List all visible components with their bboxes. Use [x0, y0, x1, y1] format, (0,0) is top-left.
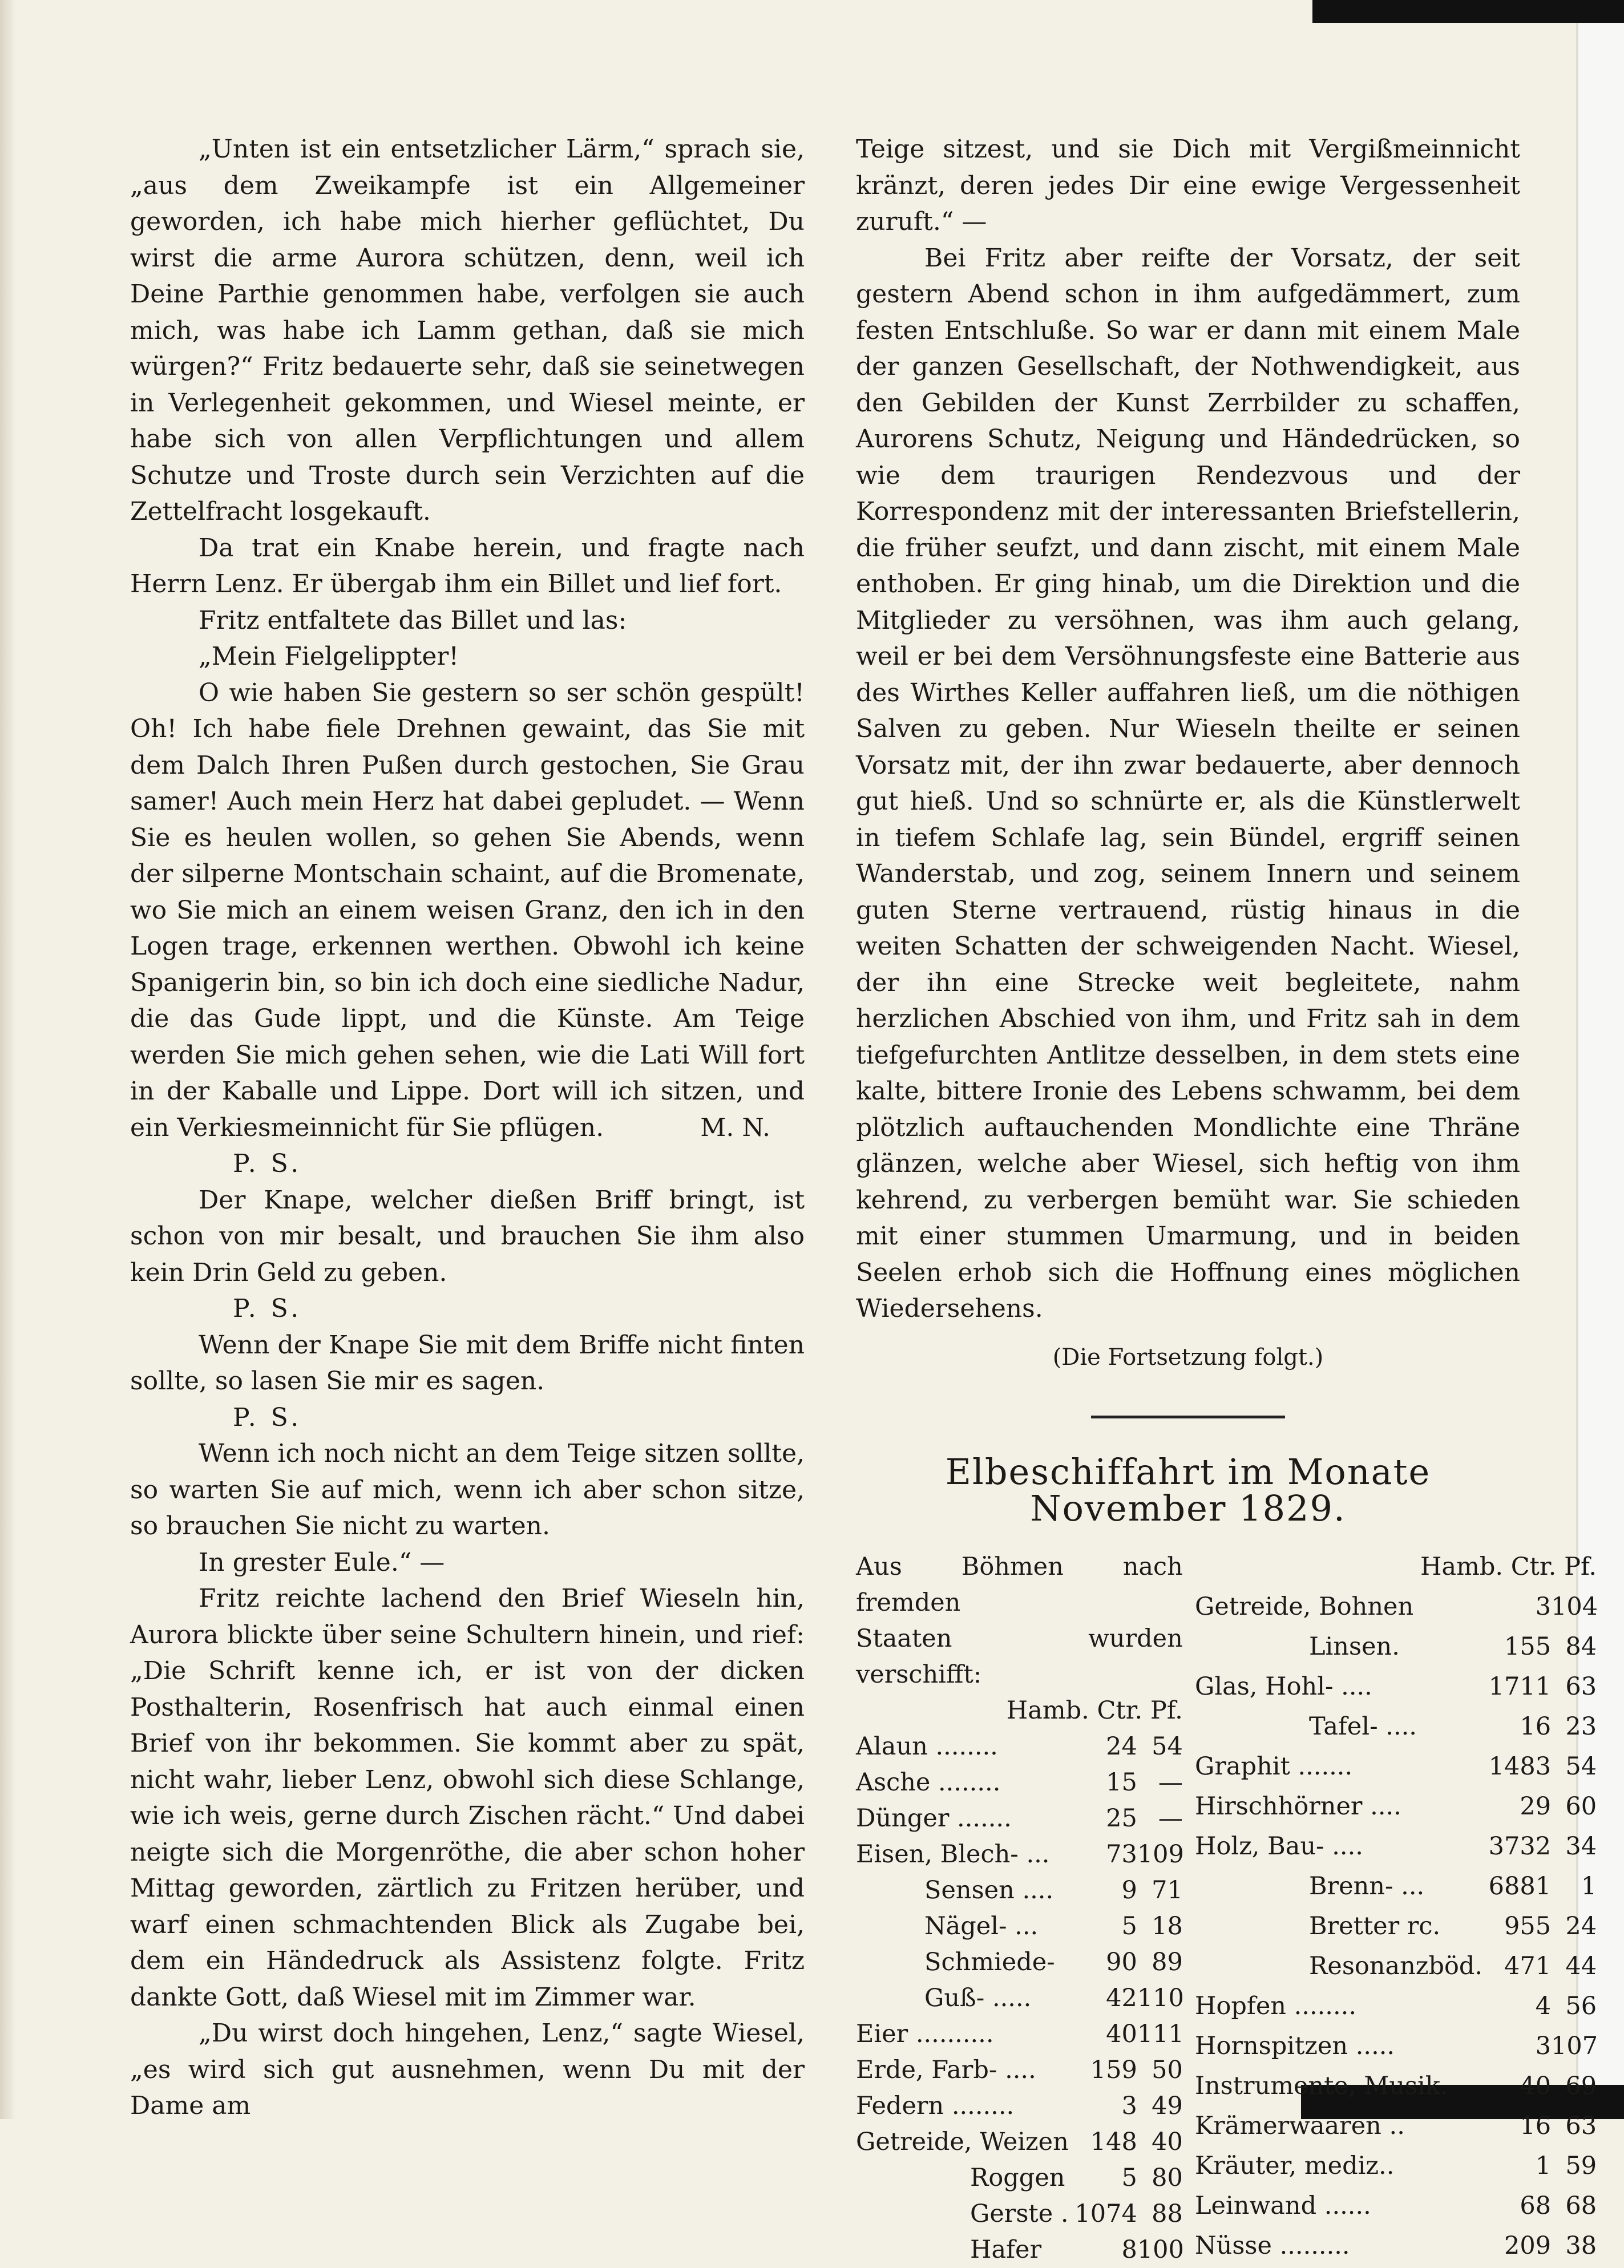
table-cell-commodity: Eisen, Blech- ...	[856, 1840, 1050, 1869]
table-cell-centner: 1	[1535, 2152, 1552, 2180]
table-cell-centner: 4	[1535, 1992, 1552, 2020]
table-cell-pound: 34	[1565, 1832, 1597, 1861]
table-title: Elbeschiffahrt im Monate November 1829.	[945, 1451, 1431, 1529]
table-cell-commodity: Eier ..........	[856, 2020, 994, 2048]
table-cell-pound: 63	[1565, 1672, 1597, 1701]
table-cell-pound: 1	[1581, 1872, 1597, 1901]
paragraph: „Unten ist ein entsetzlicher Lärm,“ sprach sie, „aus dem Zweikampfe ist ein Allgemeiner geworden, ich habe mich hierher geflüchtet, Du wirst die arme Aurora schützen, denn, weil ich Deine Parthie genommen habe, verfolgen sie auch mich, was habe ich Lamm gethan, daß sie mich würgen?“ Fritz bedauerte sehr, daß sie seinetwegen in Verlegenheit gekommen, und Wiesel meinte, er habe sich von allen Verpflichtungen und allem Schutze und Troste durch sein Verzichten auf die Zettelfracht losgekauft.	[130, 135, 805, 526]
table-cell-commodity: Glas, Hohl- ....	[1195, 1672, 1372, 1701]
table-cell-pound: 100	[1137, 2235, 1184, 2264]
table-cell-pound: 24	[1565, 1912, 1597, 1940]
table-cell-centner: 209	[1504, 2231, 1552, 2260]
table-left-half	[856, 1549, 1184, 2268]
table-cell-pound: 89	[1152, 1948, 1183, 1976]
table-cell-centner: 90	[1106, 1948, 1137, 1976]
table-cell-commodity: Dünger .......	[856, 1804, 1012, 1833]
table-cell-pound: 104	[1551, 1592, 1598, 1621]
section-divider	[1091, 1416, 1285, 1418]
table-cell-centner: 955	[1504, 1912, 1552, 1940]
letter-signature: M. N.	[700, 1113, 770, 1142]
table-cell-centner: 1074	[1074, 2200, 1137, 2228]
table-cell-centner: 6881	[1488, 1872, 1552, 1901]
table-units-header: Hamb. Ctr. Pf.	[1006, 1696, 1183, 1725]
table-cell-commodity: Getreide, Weizen	[856, 2128, 1069, 2156]
table-cell-centner: 42	[1106, 1984, 1137, 2012]
table-cell-commodity: Erde, Farb- ....	[856, 2056, 1036, 2084]
table-cell-centner: 155	[1504, 1632, 1552, 1661]
table-cell-pound: 38	[1565, 2231, 1597, 2260]
letter-salutation: „Mein Fielgelippter!	[199, 642, 459, 671]
table-cell-pound: 40	[1152, 2128, 1183, 2156]
postscript-label: P. S.	[233, 1294, 302, 1323]
table-cell-pound: 109	[1137, 1840, 1184, 1869]
table-cell-commodity: Kräuter, mediz..	[1195, 2152, 1395, 2180]
postscript-text: Wenn der Knape Sie mit dem Briffe nicht finten sollte, so lasen Sie mir es sagen.	[130, 1330, 805, 1396]
table-cell-commodity: Gerste .	[970, 2200, 1069, 2228]
right-column	[856, 131, 1598, 2268]
postscript-text: Wenn ich noch nicht an dem Teige sitzen sollte, so warten Sie auf mich, wenn ich aber schon sitze, so brauchen Sie nicht zu warten.	[130, 1439, 805, 1541]
postscript-label: P. S.	[233, 1402, 302, 1432]
table-cell-pound: 69	[1565, 2072, 1597, 2100]
paragraph: Fritz entfaltete das Billet und las:	[199, 605, 627, 635]
table-cell-commodity: Krämerwaaren ..	[1195, 2112, 1405, 2140]
table-cell-commodity: Sensen ....	[924, 1876, 1054, 1905]
table-cell-commodity: Getreide, Bohnen	[1195, 1592, 1414, 1621]
table-cell-commodity: Holz, Bau- ....	[1195, 1832, 1363, 1861]
table-cell-centner: 25	[1106, 1804, 1137, 1833]
letter-body	[130, 675, 805, 1146]
book-gutter	[0, 0, 16, 2119]
table-cell-centner: 15	[1106, 1768, 1137, 1797]
table-cell-commodity: Nüsse .........	[1195, 2231, 1350, 2260]
table-cell-commodity: Hopfen ........	[1195, 1992, 1356, 2020]
table-cell-centner: 3	[1535, 2032, 1552, 2060]
paragraph: Fritz reichte lachend den Brief Wieseln hin, Aurora blickte über seine Schultern hinein, und rief: „Die Schrift kenne ich, er ist von der dicken Posthalterin, Rosenfrisch hat auch einmal einen Brief von ihr bekommen. Sie kommt aber zu spät, nicht wahr, lieber Lenz, obwohl sich diese Schlange, wie ich weis, gerne durch Zischen rächt.“ Und dabei neigte sich die Morgenröthe, die aber schon hoher Mittag geworden, zärtlich zu Fritzen herüber, und warf einen schmachtenden Blick als Zugabe bei, dem ein Händedruck als Assistenz folgte. Fritz dankte Gott, daß Wiesel mit im Zimmer war.	[130, 1584, 805, 2012]
postscript-text: Der Knape, welcher dießen Briff bringt, ist schon von mir besalt, und brauchen Sie ihm also kein Drin Geld zu geben.	[130, 1185, 805, 1287]
continued-note: (Die Fortsetzung folgt.)	[1052, 1344, 1324, 1370]
table-cell-pound: 54	[1565, 1752, 1597, 1781]
table-cell-centner: 3	[1535, 1592, 1552, 1621]
table-cell-pound: 63	[1565, 2112, 1597, 2140]
table-cell-pound: 59	[1565, 2152, 1597, 2180]
table-cell-centner: 40	[1106, 2020, 1137, 2048]
table-header: Staaten wurden verschifft:	[856, 1624, 1183, 1689]
paragraph: „Du wirst doch hingehen, Lenz,“ sagte Wiesel, „es wird sich gut ausnehmen, wenn Du mit der Dame am	[130, 2019, 805, 2120]
table-cell-pound: 80	[1152, 2164, 1183, 2192]
table-cell-commodity: Linsen.	[1309, 1632, 1400, 1661]
table-cell-commodity: Guß- .....	[924, 1984, 1032, 2012]
table-cell-commodity: Asche ........	[856, 1768, 1001, 1797]
table-cell-centner: 29	[1520, 1792, 1552, 1821]
table-cell-pound: 60	[1565, 1792, 1597, 1821]
table-cell-centner: 5	[1121, 1912, 1137, 1940]
table-units-header: Hamb. Ctr. Pf.	[1420, 1553, 1597, 1581]
table-cell-centner: 159	[1090, 2056, 1137, 2084]
table-cell-pound: 71	[1152, 1876, 1183, 1905]
scan-border-top	[1312, 0, 1624, 23]
table-cell-commodity: Instrumente, Musik.	[1195, 2072, 1448, 2100]
table-cell-centner: 471	[1504, 1952, 1552, 1980]
paragraph: Teige sitzest, und sie Dich mit Vergißmeinnicht kränzt, deren jedes Dir eine ewige Vergessenheit zuruft.“ —	[856, 135, 1520, 236]
table-cell-commodity: Tafel- ....	[1309, 1712, 1417, 1741]
table-cell-pound: 44	[1565, 1952, 1597, 1980]
table-cell-commodity: Brenn- ...	[1309, 1872, 1425, 1901]
table-cell-commodity: Roggen	[970, 2164, 1065, 2192]
table-cell-commodity: Federn ........	[856, 2092, 1015, 2120]
table-cell-commodity: Resonanzböd.	[1309, 1952, 1483, 1980]
table-header: Aus Böhmen nach fremden	[856, 1553, 1183, 1617]
table-cell-pound: 18	[1152, 1912, 1183, 1940]
table-cell-centner: 5	[1121, 2164, 1137, 2192]
table-cell-pound: 49	[1152, 2092, 1183, 2120]
table-cell-centner: 3732	[1488, 1832, 1552, 1861]
table-cell-pound: 23	[1565, 1712, 1597, 1741]
shipping-table	[856, 1549, 1598, 2268]
table-cell-centner: 40	[1520, 2072, 1552, 2100]
table-cell-commodity: Leinwand ......	[1195, 2192, 1371, 2220]
table-cell-pound: 88	[1152, 2200, 1183, 2228]
table-cell-centner: 16	[1520, 2112, 1552, 2140]
table-cell-centner: 24	[1106, 1732, 1137, 1761]
table-cell-commodity: Schmiede-	[924, 1948, 1055, 1976]
letter-closing: In grester Eule.“ —	[199, 1547, 445, 1577]
paragraph: Da trat ein Knabe herein, und fragte nach Herrn Lenz. Er übergab ihm ein Billet und lief fort.	[130, 533, 805, 599]
paragraph: Bei Fritz aber reifte der Vorsatz, der seit gestern Abend schon in ihm aufgedämmert, zum festen Entschluße. So war er dann mit einem Male der ganzen Gesellschaft, der Nothwendigkeit, aus den Gebilden der Kunst Zerrbilder zu schaffen, Aurorens Schutz, Neigung und Händedrücken, so wie dem traurigen Rendezvous und der Korrespondenz mit der interessanten Briefstellerin, die früher seufzt, und dann zischt, mit einem Male enthoben. Er ging hinab, um die Direktion und die Mitglieder zu versöhnen, was ihm auch gelang, weil er bei dem Versöhnungsfeste eine Batterie aus des Wirthes Keller auffahren ließ, um die nöthigen Salven zu geben. Nur Wieseln theilte er seinen Vorsatz mit, der ihn zwar bedauerte, aber dennoch gut hieß. Und so schnürte er, als die Künstlerwelt in tiefem Schlafe lag, sein Bündel, ergriff seinen Wanderstab, und zog, seinem Innern und seinem guten Sterne vertrauend, rüstig hinaus in die weiten Schatten der schweigenden Nacht. Wiesel, der ihn eine Strecke weit begleitete, nahm herzlichen Abschied von ihm, und Fritz sah in dem tiefgefurchten Antlitze desselben, in dem stets eine kalte, bittere Ironie des Lebens schwamm, bei dem plötzlich auftauchenden Mondlichte eine Thräne glänzen, welche aber Wiesel, sich heftig von ihm kehrend, zu verbergen bemüht war. Sie schieden mit einer stummen Umarmung, und in beiden Seelen erhob sich die Hoffnung eines möglichen Wiedersehens.	[856, 243, 1520, 1323]
table-cell-centner: 148	[1090, 2128, 1137, 2156]
table-cell-centner: 3	[1121, 2092, 1137, 2120]
table-cell-pound: 107	[1551, 2032, 1598, 2060]
table-cell-centner: 8	[1121, 2235, 1137, 2264]
table-cell-commodity: Bretter rc.	[1309, 1912, 1441, 1940]
table-cell-centner: 68	[1520, 2192, 1552, 2220]
table-cell-commodity: Hirschhörner ....	[1195, 1792, 1401, 1821]
letter-text: O wie haben Sie gestern so ser schön gespült! Oh! Ich habe fiele Drehnen gewaint, das Sie mit dem Dalch Ihren Pußen durch gestochen, Sie Grau samer! Auch mein Herz hat dabei gepludet. — Wenn Sie es heulen wollen, so gehen Sie Abends, wenn der silperne Montschain schaint, auf die Bromenate, wo Sie mich an einem weisen Granz, den ich in den Logen trage, erkennen werthen. Obwohl ich keine Spanigerin bin, so bin ich doch eine siedliche Nadur, die das Gude lippt, und die Künste. Am Teige werden Sie mich gehen sehen, wie die Lati Will fort in der Kaballe und Lippe. Dort will ich sitzen, und ein Verkiesmeinnicht für Sie pflügen.	[130, 678, 805, 1142]
left-column	[130, 131, 805, 2124]
table-cell-commodity: Hafer	[970, 2235, 1042, 2264]
table-cell-centner: 9	[1121, 1876, 1137, 1905]
table-cell-pound: 111	[1137, 2020, 1184, 2048]
table-cell-centner: 73	[1106, 1840, 1137, 1869]
table-cell-commodity: Alaun ........	[856, 1732, 998, 1761]
table-right-half	[1195, 1549, 1598, 2268]
table-cell-pound: 54	[1152, 1732, 1183, 1761]
table-cell-centner: 1711	[1488, 1672, 1552, 1701]
table-cell-pound: 50	[1152, 2056, 1183, 2084]
table-cell-pound: 68	[1565, 2192, 1597, 2220]
postscript-label: P. S.	[233, 1149, 302, 1178]
table-cell-commodity: Graphit .......	[1195, 1752, 1353, 1781]
table-cell-centner: 16	[1520, 1712, 1552, 1741]
table-cell-commodity: Hornspitzen .....	[1195, 2032, 1395, 2060]
table-cell-centner: 1483	[1488, 1752, 1552, 1781]
table-cell-pound: 110	[1137, 1984, 1184, 2012]
table-cell-pound: 84	[1565, 1632, 1597, 1661]
table-cell-pound: —	[1158, 1804, 1183, 1833]
table-cell-commodity: Nägel- ...	[924, 1912, 1039, 1940]
table-cell-pound: —	[1158, 1768, 1183, 1797]
table-cell-pound: 56	[1565, 1992, 1597, 2020]
